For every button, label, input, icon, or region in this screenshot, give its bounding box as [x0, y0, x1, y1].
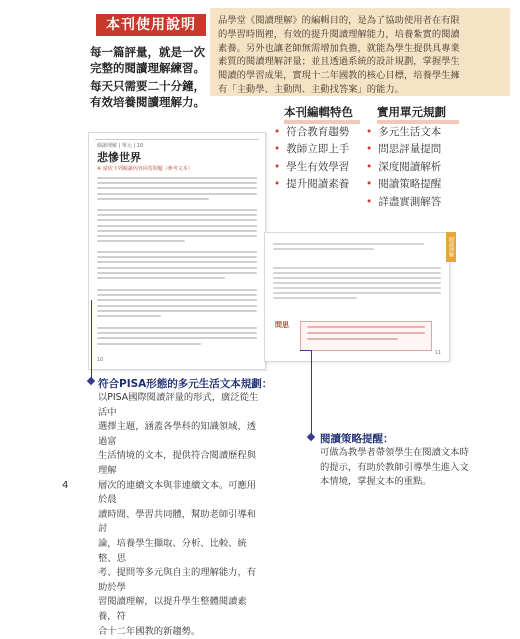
- editorial-features-title: 本刊編輯特色: [284, 104, 353, 120]
- bullet-icon: •: [274, 161, 280, 173]
- connector-line: [91, 300, 92, 380]
- header-rule: [95, 139, 259, 140]
- sample-page-number: 10: [97, 357, 103, 363]
- description-line: 習閱讀理解，以提升學生整體閱讀素養，符: [98, 595, 264, 624]
- connector-line: [311, 350, 312, 436]
- editorial-features-list: [274, 124, 349, 194]
- intro-paragraph: [210, 8, 510, 96]
- bullet-icon: •: [366, 126, 372, 138]
- description-line: 選擇主題，涵蓋各學科的知識領域，透過富: [98, 420, 264, 449]
- text-block: [273, 267, 441, 302]
- list-item: • 詳盡實測解答: [366, 194, 441, 211]
- reading-strategy-description: [320, 446, 470, 490]
- lead-statement-2: [90, 78, 230, 110]
- description-line: 層次的連續文本與非連續文本。可應用於晨: [98, 479, 264, 508]
- intro-line: 有「主動學、主動問、主動找答案」的能力。: [218, 83, 502, 97]
- answer-label: 問思: [275, 321, 293, 329]
- list-item: • 問思評量提問: [366, 141, 441, 158]
- text-block: [273, 243, 441, 253]
- description-line: 論，培養學生擷取、分析、比較、統整、思: [98, 537, 264, 566]
- lead-2-line-1: 每天只需要二十分鐘，: [90, 78, 230, 94]
- unit-plan-title: 實用單元規劃: [377, 104, 446, 120]
- description-line: 以PISA國際閱讀評量的形式，廣泛從生活中: [98, 391, 264, 420]
- intro-line: 素養。另外也讓老師無需增加負擔，就能為學生提供具專業: [218, 42, 502, 56]
- lead-statement-1: [90, 44, 230, 76]
- text-block: [97, 289, 257, 320]
- list-item: • 教師立即上手: [274, 141, 349, 158]
- description-line: 本情境，掌握文本的重點。: [320, 475, 470, 490]
- intro-line: 閱讀的學習成果，實現十二年國教的核心目標，培養學生擁: [218, 69, 502, 83]
- description-line: 生活情境的文本，提供符合閱讀歷程與理解: [98, 449, 264, 478]
- list-item: • 提升閱讀素養: [274, 176, 349, 193]
- connector-line: [300, 350, 312, 351]
- text-block: [97, 327, 257, 348]
- lead-1-line-2: 完整的閱讀理解練習。: [90, 60, 230, 76]
- lead-2-line-2: 有效培養閱讀理解力。: [90, 94, 230, 110]
- intro-line: 品學堂《閱讀理解》的編輯目的，是為了協助使用者在有限: [218, 14, 502, 28]
- intro-line: 的學習時間裡，有效的提升閱讀理解能力，培養紮實的閱讀: [218, 28, 502, 42]
- connector-marker-icon: [307, 433, 315, 441]
- sample-article-title: 悲慘世界: [97, 149, 141, 165]
- text-block: [97, 177, 257, 203]
- page-title: 本刊使用說明: [96, 14, 206, 36]
- description-line: 考、提問等多元與自主的理解能力，有助於學: [98, 566, 264, 595]
- bullet-icon: •: [274, 178, 280, 190]
- description-line: 的提示，有助於教師引導學生進入文: [320, 461, 470, 476]
- list-item: • 閱讀策略提醒: [366, 176, 441, 193]
- sample-article-subtitle: ※ 請依下列閱讀內容回答問題（參考文本）: [97, 165, 193, 172]
- section-tab: 閱讀理解: [446, 232, 456, 262]
- list-item: • 多元生活文本: [366, 124, 441, 141]
- bullet-icon: •: [366, 161, 372, 173]
- sample-page-left: [88, 132, 266, 370]
- connector-marker-icon: [87, 377, 95, 385]
- description-line: 可做為教學者帶領學生在閱讀文本時: [320, 446, 470, 461]
- reading-strategy-title: 閱讀策略提醒：: [320, 431, 394, 446]
- sample-page-header: 閱讀理解 | 單元 | 10: [97, 142, 143, 149]
- bullet-icon: •: [274, 126, 280, 138]
- intro-line: 素質的閱讀理解評量；並且透過系統的設計規劃，掌握學生: [218, 55, 502, 69]
- text-block: [97, 251, 257, 282]
- pisa-text-description: [98, 391, 264, 639]
- list-item: • 符合教育趨勢: [274, 124, 349, 141]
- bullet-icon: •: [366, 178, 372, 190]
- description-line: 讀時間、學習共同體，幫助老師引導和討: [98, 508, 264, 537]
- page-number: 4: [62, 480, 68, 491]
- sample-page-number: 11: [435, 350, 441, 356]
- text-block: [97, 209, 257, 245]
- bullet-icon: •: [274, 143, 280, 155]
- strategy-note-box: [300, 321, 432, 351]
- list-item: • 深度閱讀解析: [366, 159, 441, 176]
- bullet-icon: •: [366, 143, 372, 155]
- list-item: • 學生有效學習: [274, 159, 349, 176]
- bullet-icon: •: [366, 196, 372, 208]
- description-line: 合十二年國教的新趨勢。: [98, 625, 264, 639]
- lead-1-line-1: 每一篇評量，就是一次: [90, 44, 230, 60]
- pisa-text-title: 符合PISA形態的多元生活文本規劃：: [98, 376, 272, 391]
- unit-plan-list: [366, 124, 441, 211]
